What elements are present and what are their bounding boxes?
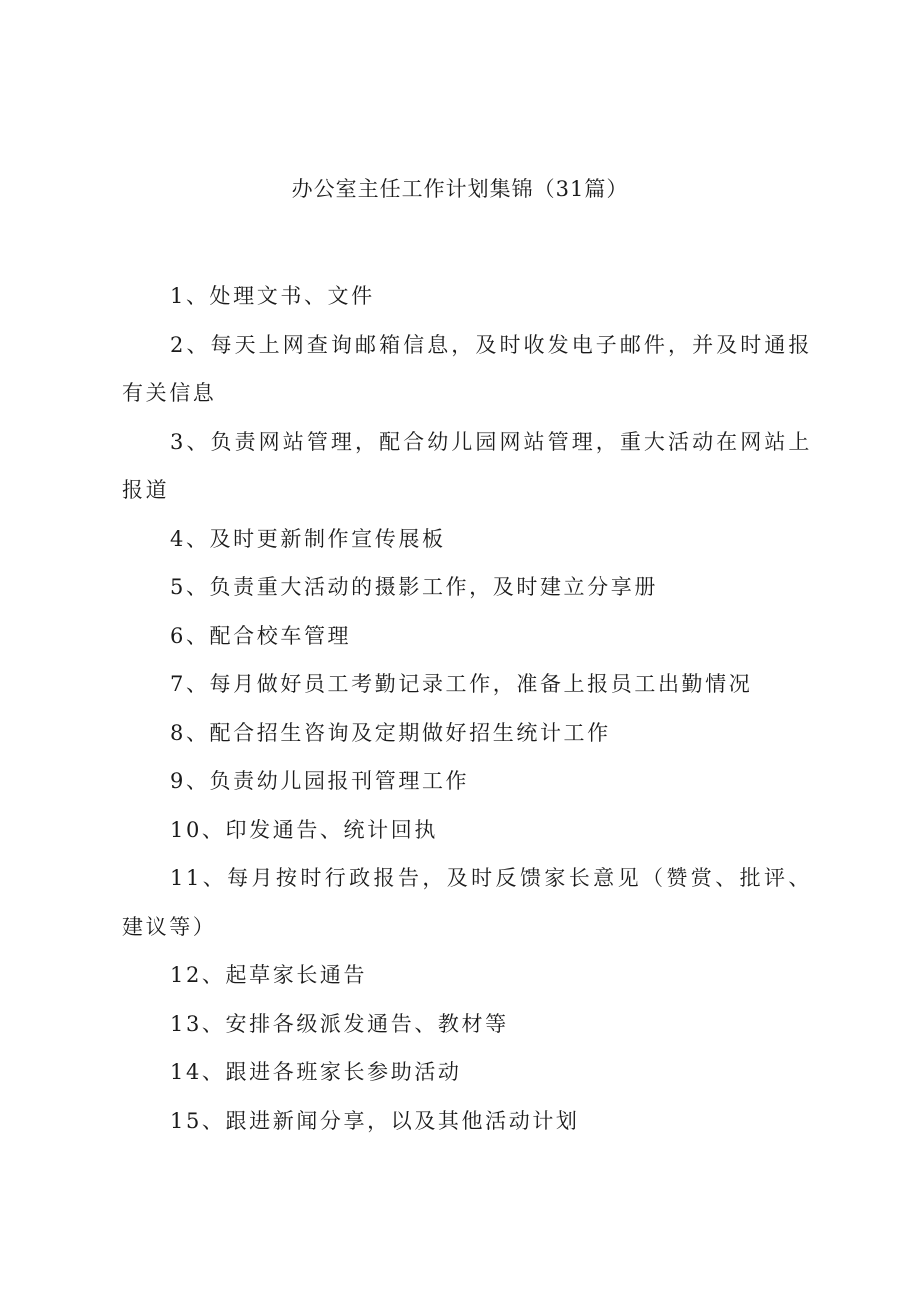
task-item: 3、负责网站管理，配合幼儿园网站管理，重大活动在网站上报道 xyxy=(122,429,812,502)
task-item: 5、负责重大活动的摄影工作，及时建立分享册 xyxy=(170,575,658,599)
task-item: 12、起草家长通告 xyxy=(170,963,368,987)
task-item: 9、负责幼儿园报刊管理工作 xyxy=(170,769,470,793)
task-item: 4、及时更新制作宣传展板 xyxy=(170,526,446,551)
task-item: 2、每天上网查询邮箱信息，及时收发电子邮件，并及时通报有关信息 xyxy=(122,332,812,405)
task-item: 11、每月按时行政报告，及时反馈家长意见（赞赏、批评、建议等） xyxy=(122,866,812,939)
task-item: 13、安排各级派发通告、教材等 xyxy=(170,1011,509,1036)
task-item: 15、跟进新闻分享，以及其他活动计划 xyxy=(170,1108,580,1133)
task-item: 8、配合招生咨询及定期做好招生统计工作 xyxy=(170,720,611,745)
task-item: 10、印发通告、统计回执 xyxy=(170,817,438,842)
task-item: 14、跟进各班家长参助活动 xyxy=(170,1060,462,1084)
document-title: 办公室主任工作计划集锦（31篇） xyxy=(291,177,629,201)
task-item: 6、配合校车管理 xyxy=(170,623,352,648)
task-item: 1、处理文书、文件 xyxy=(170,284,375,308)
task-item: 7、每月做好员工考勤记录工作，准备上报员工出勤情况 xyxy=(170,672,753,696)
task-list xyxy=(122,272,812,1145)
